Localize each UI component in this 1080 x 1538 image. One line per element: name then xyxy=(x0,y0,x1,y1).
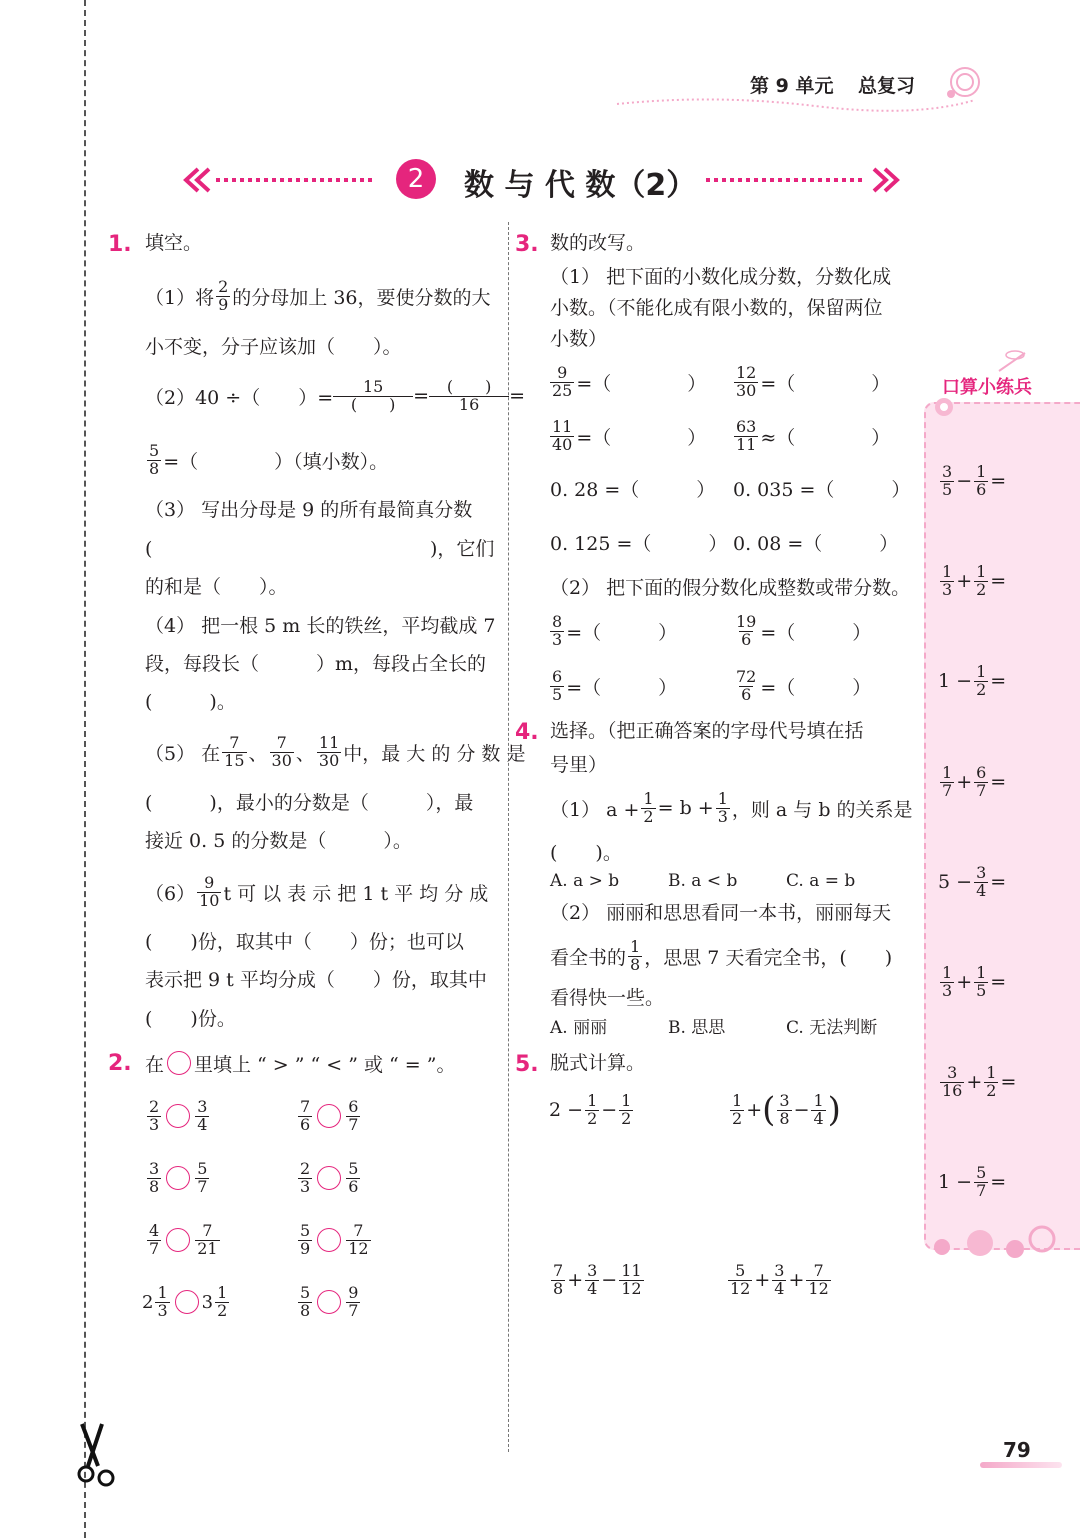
q1-6-line3: 表示把 9 t 平均分成（ ）份，取其中 xyxy=(145,969,487,991)
page-number: 79 xyxy=(1003,1438,1031,1462)
q1-2-line1: （2）40 ÷（ ）= $\frac{15}{( )}$ = $\frac{( )}{16}$ = xyxy=(145,376,525,414)
q3-2-title: （2） 把下面的假分数化成整数或带分数。 xyxy=(550,577,911,599)
q5-title: 脱式计算。 xyxy=(550,1052,646,1074)
q5-expression: 2 − $\frac{1}{2}$ − $\frac{1}{2}$ xyxy=(549,1090,632,1128)
q1-number: 1. xyxy=(108,232,132,257)
q5-expression: $\frac{7}{8}$ + $\frac{3}{4}$ − $\frac{11}{12}$ xyxy=(553,1260,642,1298)
sidebar-item: $\frac{3}{5}$ − $\frac{1}{6}$ = xyxy=(942,461,1007,499)
q4-2-line1: （2） 丽丽和思思看同一本书，丽丽每天 xyxy=(550,902,892,924)
q3-item: $\frac{72}{6}$ =（ ） xyxy=(736,666,872,704)
answer-circle[interactable] xyxy=(166,1166,190,1190)
q4-2-option-b[interactable]: B. 思思 xyxy=(668,1018,726,1038)
sidebar-item: 1 − $\frac{5}{7}$ = xyxy=(938,1162,1007,1200)
answer-circle[interactable] xyxy=(317,1290,341,1314)
q4-title: 选择。（把正确答案的字母代号填在括 xyxy=(550,720,864,742)
section-label: 总复习 xyxy=(858,75,916,97)
q3-decimal: 0. 08 =（ ） xyxy=(733,533,899,555)
q4-2-option-c[interactable]: C. 无法判断 xyxy=(786,1018,878,1038)
q1-1-line1: （1）将 $\frac{2}{9}$ 的分母加上 36，要使分数的大 xyxy=(145,276,491,314)
q1-5-line1: （5） 在 $\frac{7}{15}$ 、 $\frac{7}{30}$ 、 $\frac{11}{30}$ 中，最 大 的 分 数 是 xyxy=(145,732,526,770)
q1-6-line1: （6） $\frac{9}{10}$ t 可 以 表 示 把 1 t 平 均 分 成 xyxy=(145,872,489,910)
q2-number: 2. xyxy=(108,1051,132,1076)
page-title: 数 与 代 数（2） xyxy=(464,168,697,203)
q1-4-line2: 段，每段长（ ）m，每段占全长的 xyxy=(145,653,487,675)
q5-expression: $\frac{5}{12}$ + $\frac{3}{4}$ + $\frac{7}{12}$ xyxy=(730,1260,829,1298)
sidebar-title: 口算小练兵 xyxy=(942,377,1032,398)
sidebar-item: 5 − $\frac{3}{4}$ = xyxy=(938,862,1007,900)
q5-number: 5. xyxy=(515,1052,539,1077)
q2-item: 2 $\frac{1}{3}$ 3 $\frac{1}{2}$ xyxy=(142,1282,228,1320)
fraction: $\frac{7}{15}$ xyxy=(224,732,245,770)
q2-item: $\frac{2}{3}$ $\frac{5}{6}$ xyxy=(300,1158,359,1196)
title-badge-number: 2 xyxy=(407,164,425,194)
q3-decimal: 0. 035 =（ ） xyxy=(733,479,911,501)
sidebar-item: $\frac{3}{16}$ + $\frac{1}{2}$ = xyxy=(942,1062,1017,1100)
q2-item: $\frac{2}{3}$ $\frac{3}{4}$ xyxy=(149,1096,208,1134)
q3-item: $\frac{9}{25}$ =（ ） xyxy=(552,362,707,400)
answer-circle[interactable] xyxy=(317,1228,341,1252)
q2-item: $\frac{5}{8}$ $\frac{9}{7}$ xyxy=(300,1282,359,1320)
q1-1-line2: 小不变，分子应该加（ ）。 xyxy=(145,336,402,358)
fraction: $\frac{5}{8}$ xyxy=(149,440,160,478)
q1-2-line2: $\frac{5}{8}$ =（ ）（填小数）。 xyxy=(149,440,389,478)
answer-circle[interactable] xyxy=(167,1051,191,1075)
fraction: $\frac{11}{30}$ xyxy=(318,732,340,770)
q1-4-line3: ( )。 xyxy=(145,691,236,713)
sidebar-item: $\frac{1}{3}$ + $\frac{1}{2}$ = xyxy=(942,561,1007,599)
answer-circle[interactable] xyxy=(175,1290,199,1314)
dragonfly-icon xyxy=(995,345,1035,375)
q2-item: $\frac{4}{7}$ $\frac{7}{21}$ xyxy=(149,1220,218,1258)
q3-item: $\frac{12}{30}$ =（ ） xyxy=(736,362,891,400)
q3-title: 数的改写。 xyxy=(550,232,646,254)
q4-1-option-c[interactable]: C. a = b xyxy=(786,871,856,891)
title-badge xyxy=(396,159,436,199)
double-chevron-left-icon xyxy=(182,166,377,194)
fraction: $\frac{9}{10}$ xyxy=(199,872,220,910)
q1-title: 填空。 xyxy=(145,232,203,254)
answer-circle[interactable] xyxy=(317,1166,341,1190)
q2-item: $\frac{7}{6}$ $\frac{6}{7}$ xyxy=(300,1096,359,1134)
q3-item: $\frac{11}{40}$ =（ ） xyxy=(552,416,707,454)
sidebar-panel xyxy=(924,402,1080,1250)
q3-item: $\frac{19}{6}$ =（ ） xyxy=(736,611,872,649)
q5-expression: $\frac{1}{2}$ + ( $\frac{3}{8}$ − $\frac{1}{4}$ ) xyxy=(732,1090,841,1130)
fraction: $\frac{2}{9}$ xyxy=(218,276,229,314)
q3-item: $\frac{6}{5}$ =（ ） xyxy=(552,666,678,704)
q1-5-line2: ( )，最小的分数是（ ），最 xyxy=(145,792,474,814)
q2-title: 在 里填上 “ > ” “ < ” 或 “ = ”。 xyxy=(145,1048,455,1078)
q1-5-line3: 接近 0. 5 的分数是（ ）。 xyxy=(145,830,412,852)
q1-4-line1: （4） 把一根 5 m 长的铁丝，平均截成 7 xyxy=(145,615,496,637)
sidebar-item: $\frac{1}{7}$ + $\frac{6}{7}$ = xyxy=(942,762,1007,800)
q4-title2: 号里） xyxy=(550,754,608,776)
answer-circle[interactable] xyxy=(317,1104,341,1128)
q3-1-line2: 小数。（不能化成有限小数的，保留两位 xyxy=(550,297,883,319)
q4-2-option-a[interactable]: A. 丽丽 xyxy=(550,1018,608,1038)
fraction: $\frac{( )}{16}$ xyxy=(431,379,507,414)
q4-number: 4. xyxy=(515,720,539,745)
q3-item: $\frac{63}{11}$ ≈（ ） xyxy=(736,416,891,454)
q3-1-line1: （1） 把下面的小数化成分数，分数化成 xyxy=(550,266,892,288)
page-number-bar xyxy=(980,1462,1062,1468)
answer-circle[interactable] xyxy=(166,1104,190,1128)
q4-1-answer: ( )。 xyxy=(550,842,622,864)
q1-6-line4: ( )份。 xyxy=(145,1008,236,1030)
flower-icon xyxy=(930,1225,1060,1265)
scissors-icon xyxy=(70,1420,120,1490)
answer-circle[interactable] xyxy=(166,1228,190,1252)
fraction: $\frac{15}{( )}$ xyxy=(335,379,411,414)
q4-1-line1: （1） a + $\frac{1}{2}$ = b + $\frac{1}{3}$ ，则 a 与 b 的关系是 xyxy=(550,788,913,826)
q3-1-line3: 小数） xyxy=(550,328,608,350)
q4-1-option-b[interactable]: B. a < b xyxy=(668,871,738,891)
q3-decimal: 0. 125 =（ ） xyxy=(550,533,728,555)
unit-label: 第 9 单元 xyxy=(750,75,834,97)
q3-item: $\frac{8}{3}$ =（ ） xyxy=(552,611,678,649)
q4-1-option-a[interactable]: A. a > b xyxy=(550,871,620,891)
fraction: $\frac{7}{30}$ xyxy=(271,732,292,770)
q1-3-paren-open: ( xyxy=(145,538,153,560)
q1-3-line2: )，它们 xyxy=(430,538,495,560)
q1-3-line1: （3） 写出分母是 9 的所有最简真分数 xyxy=(145,499,473,521)
q1-3-line3: 的和是（ ）。 xyxy=(145,576,288,598)
cut-line xyxy=(84,0,86,1538)
sidebar-item: $\frac{1}{3}$ + $\frac{1}{5}$ = xyxy=(942,962,1007,1000)
q3-decimal: 0. 28 =（ ） xyxy=(550,479,716,501)
q4-2-line2: 看全书的 $\frac{1}{8}$ ，思思 7 天看完全书，( ) xyxy=(550,936,893,974)
flower-icon xyxy=(924,392,964,422)
q3-number: 3. xyxy=(515,232,539,257)
q1-6-line2: ( )份，取其中（ ）份；也可以 xyxy=(145,931,464,953)
q4-2-line3: 看得快一些。 xyxy=(550,987,665,1009)
q2-item: $\frac{5}{9}$ $\frac{7}{12}$ xyxy=(300,1220,369,1258)
q2-item: $\frac{3}{8}$ $\frac{5}{7}$ xyxy=(149,1158,208,1196)
sidebar-item: 1 − $\frac{1}{2}$ = xyxy=(938,661,1007,699)
flower-icon xyxy=(615,64,985,114)
double-chevron-right-icon xyxy=(706,166,901,194)
